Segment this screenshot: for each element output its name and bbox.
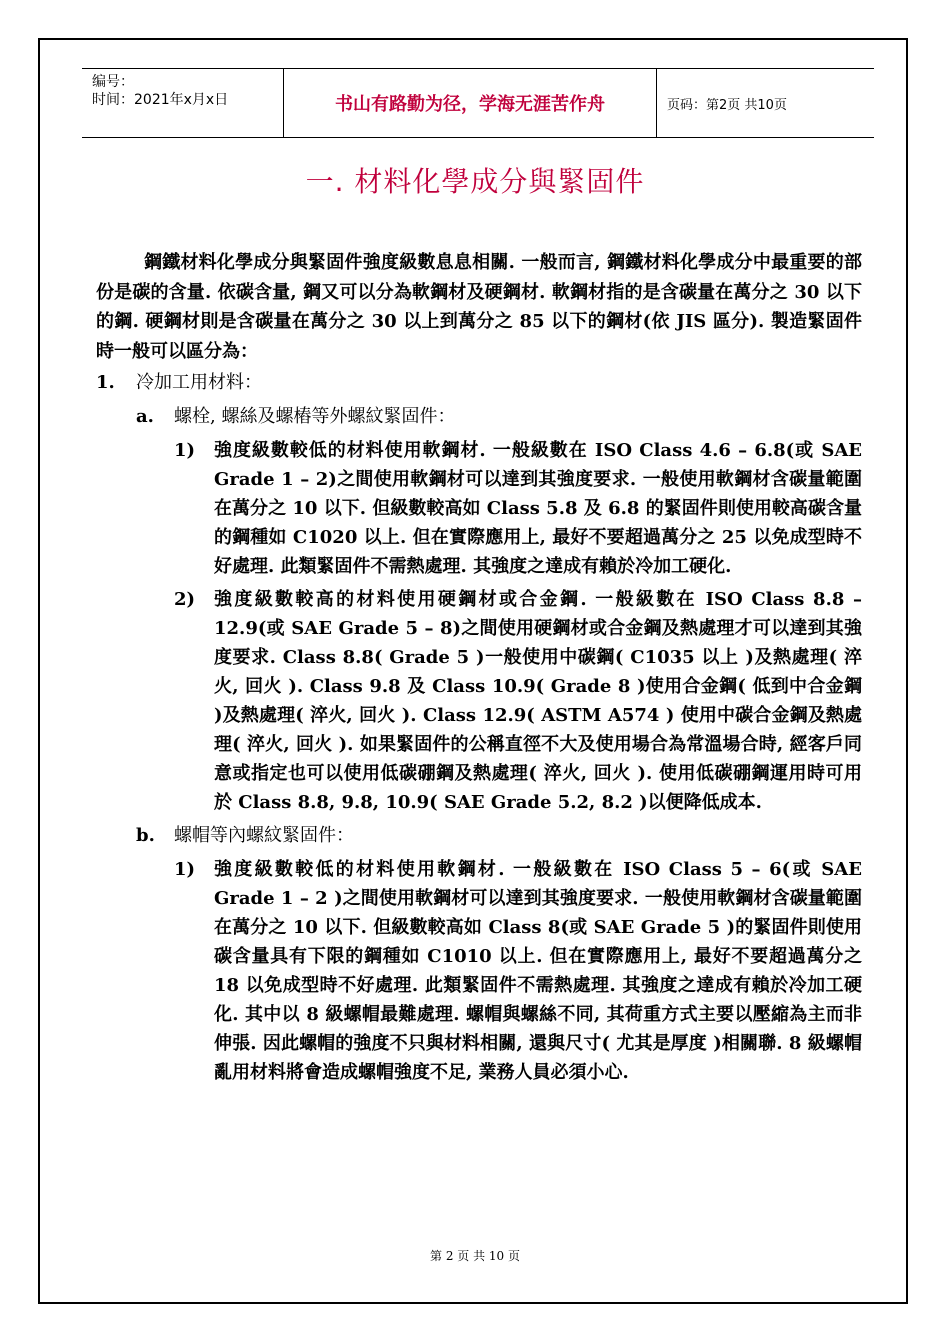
subsection-a-label: 螺栓, 螺絲及螺樁等外螺紋緊固件： <box>174 406 456 427</box>
list-item-text: 強度級數較低的材料使用軟鋼材. 一般級數在 ISO Class 5 – 6(或 SAE Grade 1 – 2 )之間使用軟鋼材可以達到其強度要求. 一般使用軟鋼材含碳量範圍在萬分之 10 以下. 但級數較高如 Class 8(或 SAE Grade 5 )的緊固件則使用碳含量具有下限的鋼種如 C1010 以上. 但在實際應用上, 最好不要超過萬分之 18 以免成型時不好處理. 此類緊固件不需熱處理. 其強度之達成有賴於冷加工硬化. 其中以 8 級螺帽最難處理. 螺帽與螺絲不同, 其荷重方式主要以壓縮為主而非伸張. 因此螺帽的強度不只與材料相關, 還與尺寸( 尤其是厚度 )相關聯. 8 級螺帽亂用材料將會造成螺帽強度不足, 業務人員必須小心. <box>214 859 862 1083</box>
document-body <box>96 248 862 1087</box>
list-item-number: 1) <box>174 440 196 461</box>
number-label: 编号： <box>92 74 134 90</box>
section-1-label: 冷加工用材料： <box>136 372 262 393</box>
header-motto: 书山有路勤为径，学海无涯苦作舟 <box>284 69 657 137</box>
page-header <box>82 68 874 138</box>
subsection-a-number: a. <box>136 406 154 427</box>
list-item <box>174 436 862 581</box>
list-item-number: 2) <box>174 589 196 610</box>
section-1-heading <box>96 368 862 398</box>
section-title: 一. 材料化學成分與緊固件 <box>305 165 645 198</box>
section-1-number: 1. <box>96 372 115 393</box>
subsection-a-heading <box>136 402 862 432</box>
list-item-text: 強度級數較低的材料使用軟鋼材. 一般級數在 ISO Class 4.6 – 6.8(或 SAE Grade 1 – 2)之間使用軟鋼材可以達到其強度要求. 一般使用軟鋼材含碳量範圍在萬分之 10 以下. 但級數較高如 Class 5.8 及 6.8 的緊固件則使用較高碳含量的鋼種如 C1020 以上. 但在實際應用上, 最好不要超過萬分之 25 以免成型時不好處理. 此類緊固件不需熱處理. 其強度之達成有賴於冷加工硬化. <box>214 440 862 577</box>
subsection-b-heading <box>136 821 862 851</box>
subsection-b-number: b. <box>136 825 155 846</box>
list-item-number: 1) <box>174 859 196 880</box>
date-label: 时间：2021年x月x日 <box>92 92 229 108</box>
subsection-b-label: 螺帽等內螺紋緊固件： <box>174 825 354 846</box>
page-footer: 第 2 页 共 10 页 <box>430 1249 520 1263</box>
header-info <box>82 69 284 137</box>
list-item <box>174 855 862 1087</box>
header-page-label: 页码：第2页 共10页 <box>667 97 787 113</box>
list-item <box>174 585 862 817</box>
list-item-text: 強度級數較高的材料使用硬鋼材或合金鋼. 一般級數在 ISO Class 8.8 – 12.9(或 SAE Grade 5 – 8)之間使用硬鋼材或合金鋼及熱處理才可以達到其強度要求. Class 8.8( Grade 5 )一般使用中碳鋼( C1035 以上 )及熱處理( 淬火, 回火 ). Class 9.8 及 Class 10.9( Grade 8 )使用合金鋼( 低到中合金鋼 )及熱處理( 淬火, 回火 ). Class 12.9( ASTM A574 ) 使用中碳合金鋼及熱處理( 淬火, 回火 ). 如果緊固件的公稱直徑不大及使用場合為常溫場合時, 經客戶同意或指定也可以使用低碳硼鋼及熱處理( 淬火, 回火 ). 使用低碳硼鋼運用時可用於 Class 8.8, 9.8, 10.9( SAE Grade 5.2, 8.2 )以便降低成本. <box>214 589 862 813</box>
intro-paragraph: 鋼鐵材料化學成分與緊固件強度級數息息相關. 一般而言, 鋼鐵材料化學成分中最重要的部份是碳的含量. 依碳含量, 鋼又可以分為軟鋼材及硬鋼材. 軟鋼材指的是含碳量在萬分之 30 以下的鋼. 硬鋼材則是含碳量在萬分之 30 以上到萬分之 85 以下的鋼材(依 JIS 區分). 製造緊固件時一般可以區分為： <box>96 252 862 362</box>
